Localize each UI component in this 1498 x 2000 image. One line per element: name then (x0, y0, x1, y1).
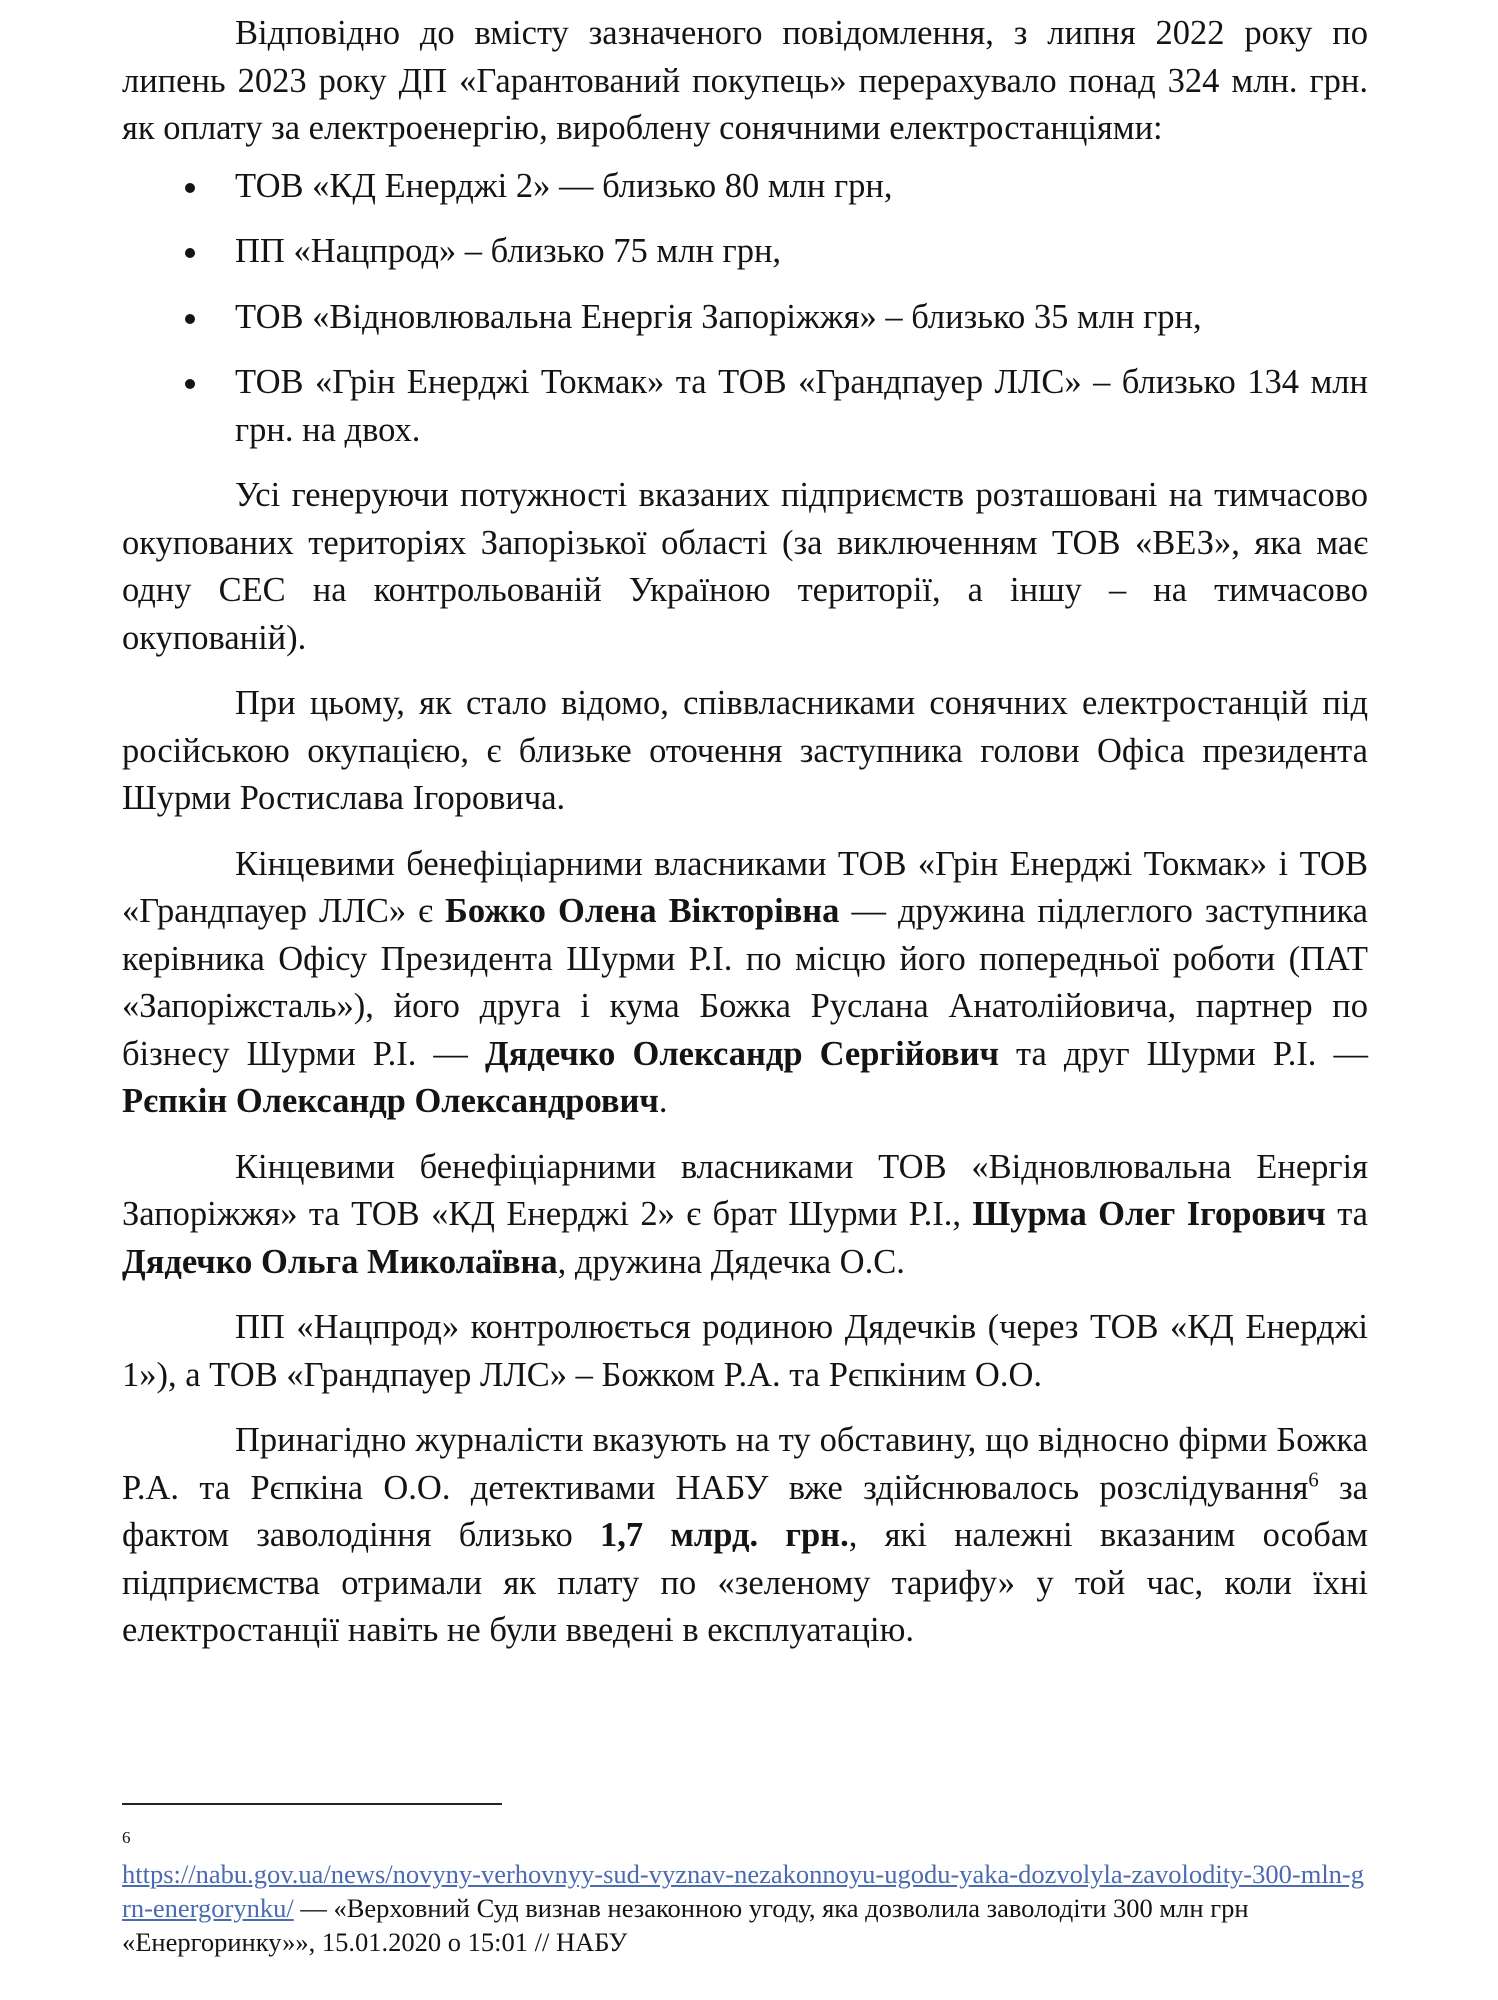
paragraph-occupied-territories: Усі генеруючи потужності вказаних підприємств розташовані на тимчасово окупованих територіях Запорізької області (за виключенням ТОВ «ВЕЗ», яка має одну СЕС на контрольованій Україною території, а іншу – на тимчасово окупованій). (122, 476, 1368, 657)
footnote-number: 6 (122, 1828, 131, 1847)
bullet-icon (185, 379, 195, 389)
list-item: ТОВ «Грін Енерджі Токмак» та ТОВ «Грандпауер ЛЛС» – близько 134 млн грн. на двох. (122, 359, 1368, 454)
footnote-separator (122, 1803, 502, 1805)
bullet-icon (185, 248, 195, 258)
footnote (122, 1857, 1368, 1959)
person-name: Дядечко Олександр Сергійович (484, 1034, 999, 1073)
person-name: Божко Олена Вікторівна (445, 892, 840, 930)
payment-list (122, 163, 1368, 455)
footnote-link[interactable]: https://nabu.gov.ua/news/novyny-verhovnyy-sud-vyznav-nezakonnoyu-ugodu-yaka-dozvolyla-zavolodity-300-mln-grn-energorynku/ (122, 1859, 1365, 1923)
paragraph-beneficiaries-zaporizhzhia: Кінцевими бенефіціарними власниками ТОВ «Відновлювальна Енергія Запоріжжя» та ТОВ «КД Енерджі 2» є брат Шурми Р.І., Шурма Олег Ігорович та Дядечко Ольга Миколаївна, дружина Дядечка О.С. (122, 1147, 1368, 1281)
person-name: Шурма Олег Ігорович (972, 1195, 1326, 1233)
bullet-icon (185, 183, 195, 193)
person-name: Рєпкін Олександр Олександрович (122, 1082, 659, 1120)
document-body (122, 10, 1368, 1655)
amount-highlight: 1,7 млрд. грн. (600, 1516, 849, 1554)
footnote-reference[interactable]: 6 (1308, 1469, 1319, 1491)
paragraph-beneficiaries-tokmak: Кінцевими бенефіціарними власниками ТОВ «Грін Енерджі Токмак» і ТОВ «Грандпауер ЛЛС» є Божко Олена Вікторівна — дружина підлеглого заступника керівника Офісу Президента Шурми Р.І. по місцю його попередньої роботи (ПАТ «Запоріжсталь»), його друга і кума Божка Руслана Анатолійовича, партнер по бізнесу Шурми Р.І. — Дядечко Олександр Сергійович та друг Шурми Р.І. — Рєпкін Олександр Олександрович. (122, 844, 1368, 1120)
paragraph-intro: Відповідно до вмісту зазначеного повідомлення, з липня 2022 року по липень 2023 року ДП «Гарантований покупець» перерахувало понад 324 млн. грн. як оплату за електроенергію, вироблену сонячними електростанціями: (122, 14, 1368, 147)
paragraph-natsprod: ПП «Нацпрод» контролюється родиною Дядечків (через ТОВ «КД Енерджі 1»), а ТОВ «Грандпауер ЛЛС» – Божком Р.А. та Рєпкіним О.О. (122, 1308, 1368, 1394)
person-name: Дядечко Ольга Миколаївна (122, 1242, 558, 1281)
paragraph-co-owners: При цьому, як стало відомо, співвласниками сонячних електростанцій під російською окупацією, є близьке оточення заступника голови Офіса президента Шурми Ростислава Ігоровича. (122, 684, 1368, 817)
footnote-text: — «Верховний Суд визнав незаконною угоду, яка дозволила заволодіти 300 млн грн «Енергоринку»», 15.01.2020 о 15:01 // НАБУ (122, 1893, 1249, 1957)
bullet-icon (185, 314, 195, 324)
list-item: ТОВ «КД Енерджі 2» — близько 80 млн грн, (122, 163, 1368, 211)
list-item: ТОВ «Відновлювальна Енергія Запоріжжя» – близько 35 млн грн, (122, 294, 1368, 342)
paragraph-nabu-investigation: Принагідно журналісти вказують на ту обставину, що відносно фірми Божка Р.А. та Рєпкіна О.О. детективами НАБУ вже здійснювалось розслідування$^6$ за фактом заволодіння близько 1,7 млрд. грн., які належні вказаним особам підприємства отримали як плату по «зеленому тарифу» у той час, коли їхні електростанції навіть не були введені в експлуатацію. (122, 1421, 1369, 1649)
list-item: ПП «Нацпрод» – близько 75 млн грн, (122, 228, 1368, 276)
